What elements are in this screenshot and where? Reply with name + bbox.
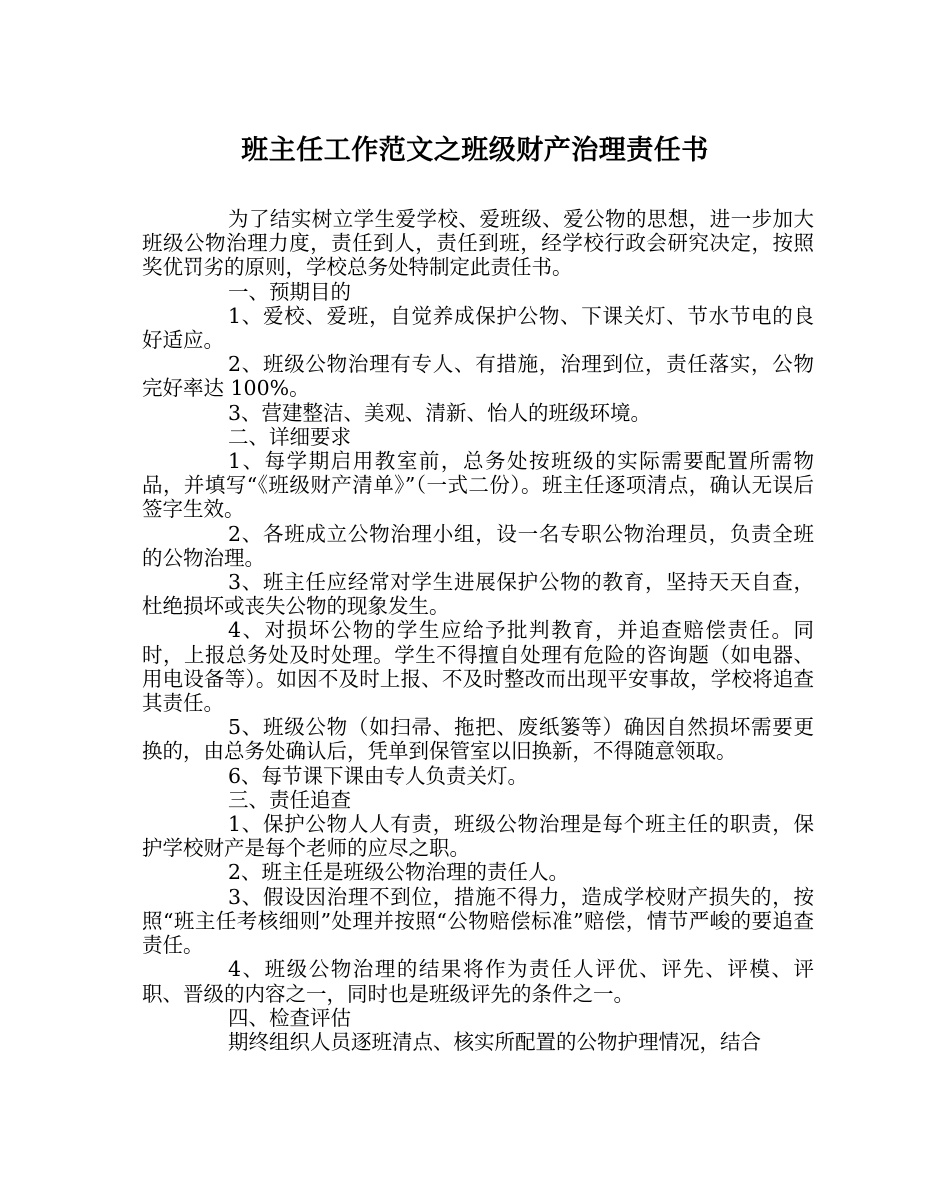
- paragraph-intro: 为了结实树立学生爱学校、爱班级、爱公物的思想，进一步加大班级公物治理力度，责任到人，责任到班，经学校行政会研究决定，按照奖优罚劣的原则，学校总务处特制定此责任书。: [142, 207, 814, 280]
- section-heading-4: 四、检查评估: [228, 1005, 351, 1030]
- paragraph: 4、对损坏公物的学生应给予批判教育，并追查赔偿责任。同时，上报总务处及时处理。学生不得擅自处理有危险的咨询题（如电器、用电设备等）。如因不及时上报、不及时整改而出现平安事故，学校将追查其责任。: [142, 618, 814, 716]
- paragraph: 3、营建整洁、美观、清新、怡人的班级环境。: [228, 400, 652, 425]
- document-title: 班主任工作范文之班级财产治理责任书: [241, 135, 709, 166]
- paragraph: 6、每节课下课由专人负责关灯。: [228, 763, 529, 788]
- paragraph: 3、班主任应经常对学生进展保护公物的教育，坚持天天自查，杜绝损坏或丧失公物的现象发生。: [142, 570, 814, 619]
- paragraph: 1、保护公物人人有责，班级公物治理是每个班主任的职责，保护学校财产是每个老师的应尽之职。: [142, 812, 814, 861]
- section-heading-1: 一、预期目的: [228, 279, 351, 304]
- section-heading-2: 二、详细要求: [228, 424, 351, 449]
- paragraph: 3、假设因治理不到位，措施不得力，造成学校财产损失的，按照“班主任考核细则”处理并按照“公物赔偿标准”赔偿，情节严峻的要追查责任。: [142, 884, 814, 958]
- paragraph: 4、班级公物治理的结果将作为责任人评优、评先、评模、评职、晋级的内容之一，同时也是班级评先的条件之一。: [142, 957, 814, 1006]
- paragraph: 2、班主任是班级公物治理的责任人。: [228, 860, 570, 885]
- section-heading-3: 三、责任追查: [228, 787, 351, 812]
- paragraph: 5、班级公物（如扫帚、拖把、废纸篓等）确因自然损坏需要更换的，由总务处确认后，凭单到保管室以旧换新，不得随意领取。: [142, 715, 814, 764]
- paragraph: 2、各班成立公物治理小组，设一名专职公物治理员，负责全班的公物治理。: [142, 521, 814, 570]
- paragraph: 1、每学期启用教室前，总务处按班级的实际需要配置所需物品，并填写“《班级财产清单》”（一式二份）。班主任逐项清点，确认无误后签字生效。: [142, 449, 814, 522]
- paragraph: 2、班级公物治理有专人、有措施，治理到位，责任落实，公物完好率达 100%。: [142, 352, 814, 401]
- paragraph: 1、爱校、爱班，自觉养成保护公物、下课关灯、节水节电的良好适应。: [142, 303, 814, 353]
- paragraph: 期终组织人员逐班清点、核实所配置的公物护理情况，结合: [228, 1029, 761, 1054]
- document-body: [142, 207, 814, 1054]
